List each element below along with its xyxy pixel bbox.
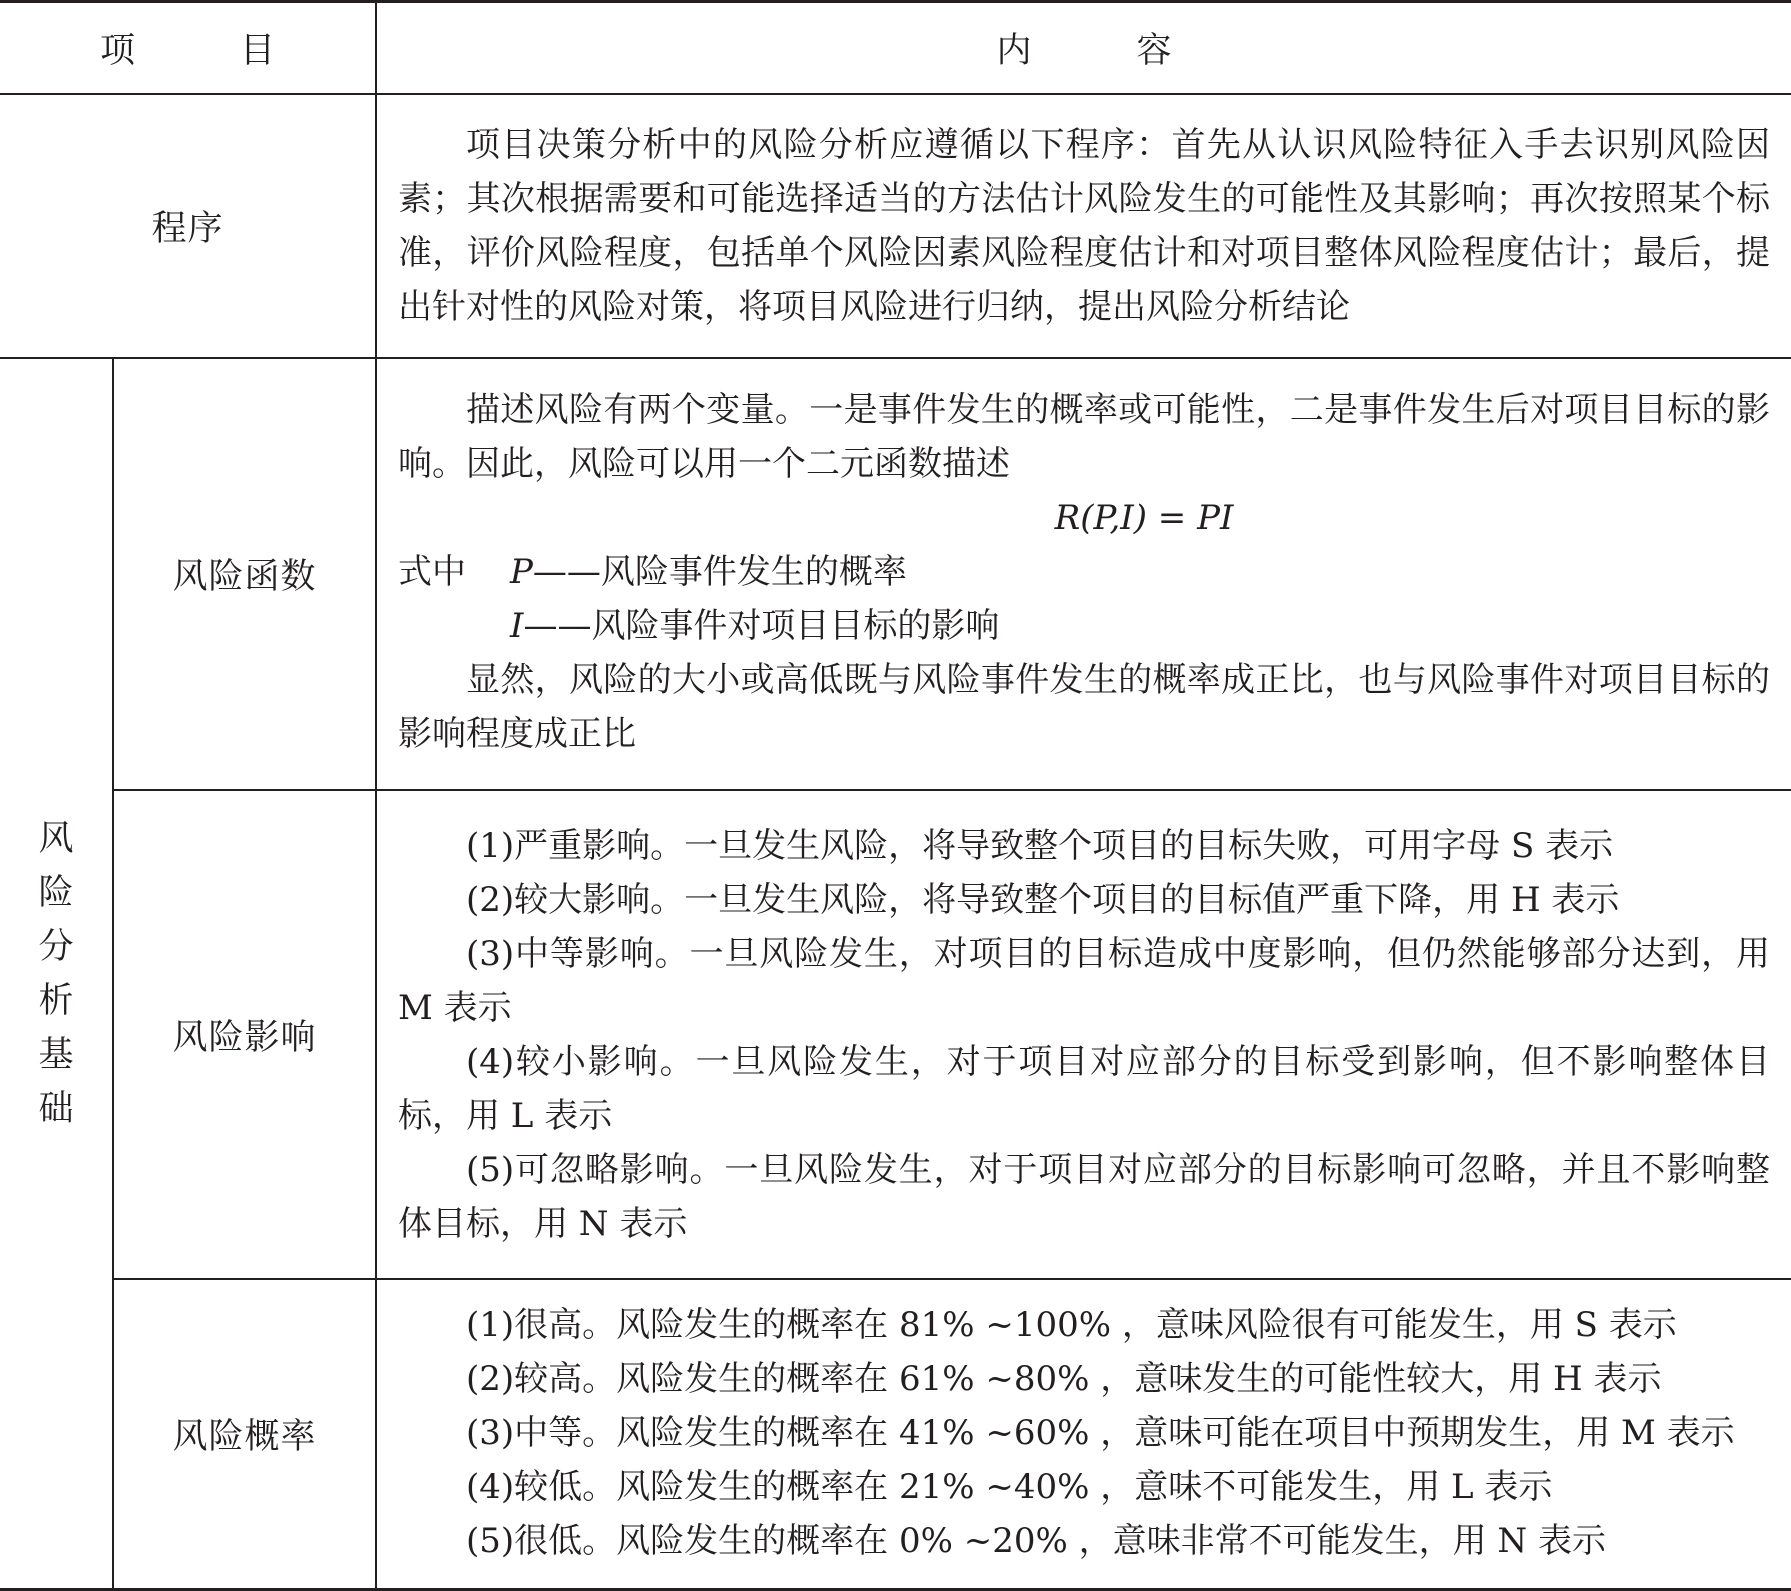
risk-probability-item: (1)很高。风险发生的概率在 81% ~100% ，意味风险很有可能发生，用 S 表示 xyxy=(466,1305,1677,1345)
procedure-text: 项目决策分析中的风险分析应遵循以下程序：首先从认识风险特征入手去识别风险因素；其次根据需要和可能选择适当的方法估计风险发生的可能性及其影响；再次按照某个标准，评价风险程度，包括单个风险因素风险程度估计和对项目整体风险程度估计；最后，提出针对性的风险对策，将项目风险进行归纳，提出风险分析结论 xyxy=(398,125,1770,327)
risk-impact-label: 风险影响 xyxy=(172,1017,317,1058)
procedure-label: 程序 xyxy=(151,209,224,249)
p-definition: ——风险事件发生的概率 xyxy=(532,552,907,592)
risk-function-content xyxy=(398,383,1770,761)
p-symbol: P xyxy=(510,552,533,592)
risk-impact-item: (1)严重影响。一旦发生风险，将导致整个项目的目标失败，可用字母 S 表示 xyxy=(466,826,1614,866)
where-label: 式中 xyxy=(398,552,466,592)
definition-i xyxy=(398,599,1770,653)
group-label-risk-basis xyxy=(0,359,112,1588)
risk-probability-item: (2)较高。风险发生的概率在 61% ~80% ，意味发生的可能性较大，用 H 表示 xyxy=(466,1359,1662,1399)
risk-impact-item: (3)中等影响。一旦风险发生，对项目的目标造成中度影响，但仍然能够部分达到，用 M 表示 xyxy=(398,934,1770,1028)
procedure-content xyxy=(398,118,1770,334)
header-item-char-2: 目 xyxy=(240,31,276,71)
risk-probability-item: (3)中等。风险发生的概率在 41% ~60% ，意味可能在项目中预期发生，用 M 表示 xyxy=(466,1413,1735,1453)
group-label-char: 险 xyxy=(38,872,74,913)
header-content-char-2: 容 xyxy=(1136,31,1172,71)
risk-function-formula: R(P,I) = PI xyxy=(1054,498,1234,538)
group-label-char: 基 xyxy=(38,1034,74,1075)
risk-impact-item: (5)可忽略影响。一旦风险发生，对于项目对应部分的目标影响可忽略，并且不影响整体目标，用 N 表示 xyxy=(398,1150,1770,1244)
i-definition: ——风险事件对项目目标的影响 xyxy=(523,606,1000,646)
risk-function-label: 风险函数 xyxy=(172,557,317,597)
risk-probability-label: 风险概率 xyxy=(172,1417,317,1457)
i-symbol: I xyxy=(510,606,524,646)
rule-col-divider xyxy=(375,0,377,1591)
header-content-char-1: 内 xyxy=(996,31,1032,71)
group-label-char: 分 xyxy=(38,926,74,967)
risk-function-p1: 描述风险有两个变量。一是事件发生的概率或可能性，二是事件发生后对项目目标的影响。因此，风险可以用一个二元函数描述 xyxy=(398,390,1770,484)
risk-probability-content xyxy=(398,1298,1770,1568)
group-label-char: 风 xyxy=(38,818,74,859)
header-item-char-1: 项 xyxy=(99,31,135,71)
group-label-char: 础 xyxy=(38,1088,74,1129)
risk-probability-item: (4)较低。风险发生的概率在 21% ~40% ，意味不可能发生，用 L 表示 xyxy=(466,1467,1553,1507)
risk-impact-item: (2)较大影响。一旦发生风险，将导致整个项目的目标值严重下降，用 H 表示 xyxy=(466,880,1620,920)
risk-impact-content xyxy=(398,819,1770,1251)
header-item xyxy=(0,3,375,93)
risk-impact-item: (4)较小影响。一旦风险发生，对于项目对应部分的目标受到影响，但不影响整体目标，用 L 表示 xyxy=(398,1042,1770,1136)
definition-p xyxy=(398,545,1770,599)
risk-probability-item: (5)很低。风险发生的概率在 0% ~20% ，意味非常不可能发生，用 N 表示 xyxy=(466,1521,1606,1561)
header-content xyxy=(377,3,1791,93)
risk-function-p2: 显然，风险的大小或高低既与风险事件发生的概率成正比，也与风险事件对项目目标的影响程度成正比 xyxy=(398,660,1770,754)
group-label-char: 析 xyxy=(38,980,74,1021)
